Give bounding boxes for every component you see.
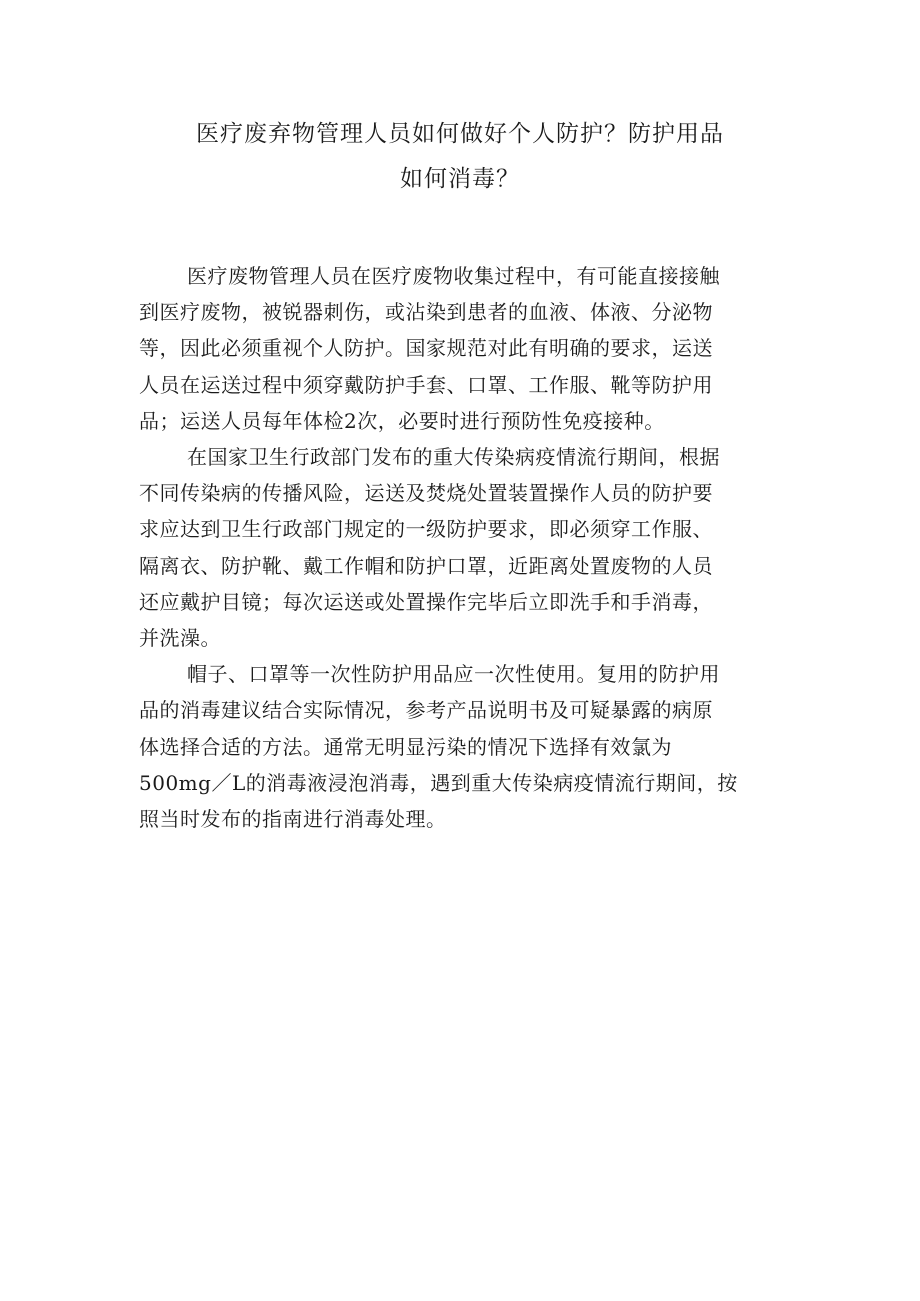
title-line-1: 医疗废弃物管理人员如何做好个人防护？防护用品 xyxy=(196,121,724,147)
paragraph-line: 隔离衣、防护靴、戴工作帽和防护口罩，近距离处置废物的人员 xyxy=(139,553,713,578)
paragraph-line: 等，因此必须重视个人防护。国家规范对此有明确的要求，运送 xyxy=(139,336,713,361)
paragraph-line: 照当时发布的指南进行消毒处理。 xyxy=(139,807,447,832)
paragraph-line: 不同传染病的传播风险，运送及焚烧处置装置操作人员的防护要 xyxy=(139,481,713,506)
title-line-2: 如何消毒？ xyxy=(400,166,520,192)
paragraph-line: 体选择合适的方法。通常无明显污染的情况下选择有效氯为 xyxy=(139,734,672,759)
paragraph-line: 医疗废物管理人员在医疗废物收集过程中，有可能直接接触 xyxy=(187,264,720,288)
paragraph-2 xyxy=(139,439,794,656)
paragraph-line: 500mg／L的消毒液浸泡消毒，遇到重大传染病疫情流行期间，按 xyxy=(139,770,738,795)
document-body xyxy=(139,258,794,837)
paragraph-line: 帽子、口罩等一次性防护用品应一次性使用。复用的防护用 xyxy=(187,662,720,687)
paragraph-line: 人员在运送过程中须穿戴防护手套、口罩、工作服、靴等防护用 xyxy=(139,372,713,397)
paragraph-line: 品的消毒建议结合实际情况，参考产品说明书及可疑暴露的病原 xyxy=(139,698,713,723)
paragraph-line: 还应戴护目镜；每次运送或处置操作完毕后立即洗手和手消毒， xyxy=(139,589,713,614)
document-title xyxy=(120,112,800,202)
paragraph-line: 品；运送人员每年体检2次，必要时进行预防性免疫接种。 xyxy=(139,408,665,433)
paragraph-1 xyxy=(139,258,794,439)
paragraph-line: 求应达到卫生行政部门规定的一级防护要求，即必须穿工作服、 xyxy=(139,517,713,542)
paragraph-3 xyxy=(139,656,794,837)
paragraph-line: 到医疗废物，被锐器刺伤，或沾染到患者的血液、体液、分泌物 xyxy=(139,300,713,325)
paragraph-line: 在国家卫生行政部门发布的重大传染病疫情流行期间，根据 xyxy=(187,445,720,470)
paragraph-line: 并洗澡。 xyxy=(139,626,221,651)
